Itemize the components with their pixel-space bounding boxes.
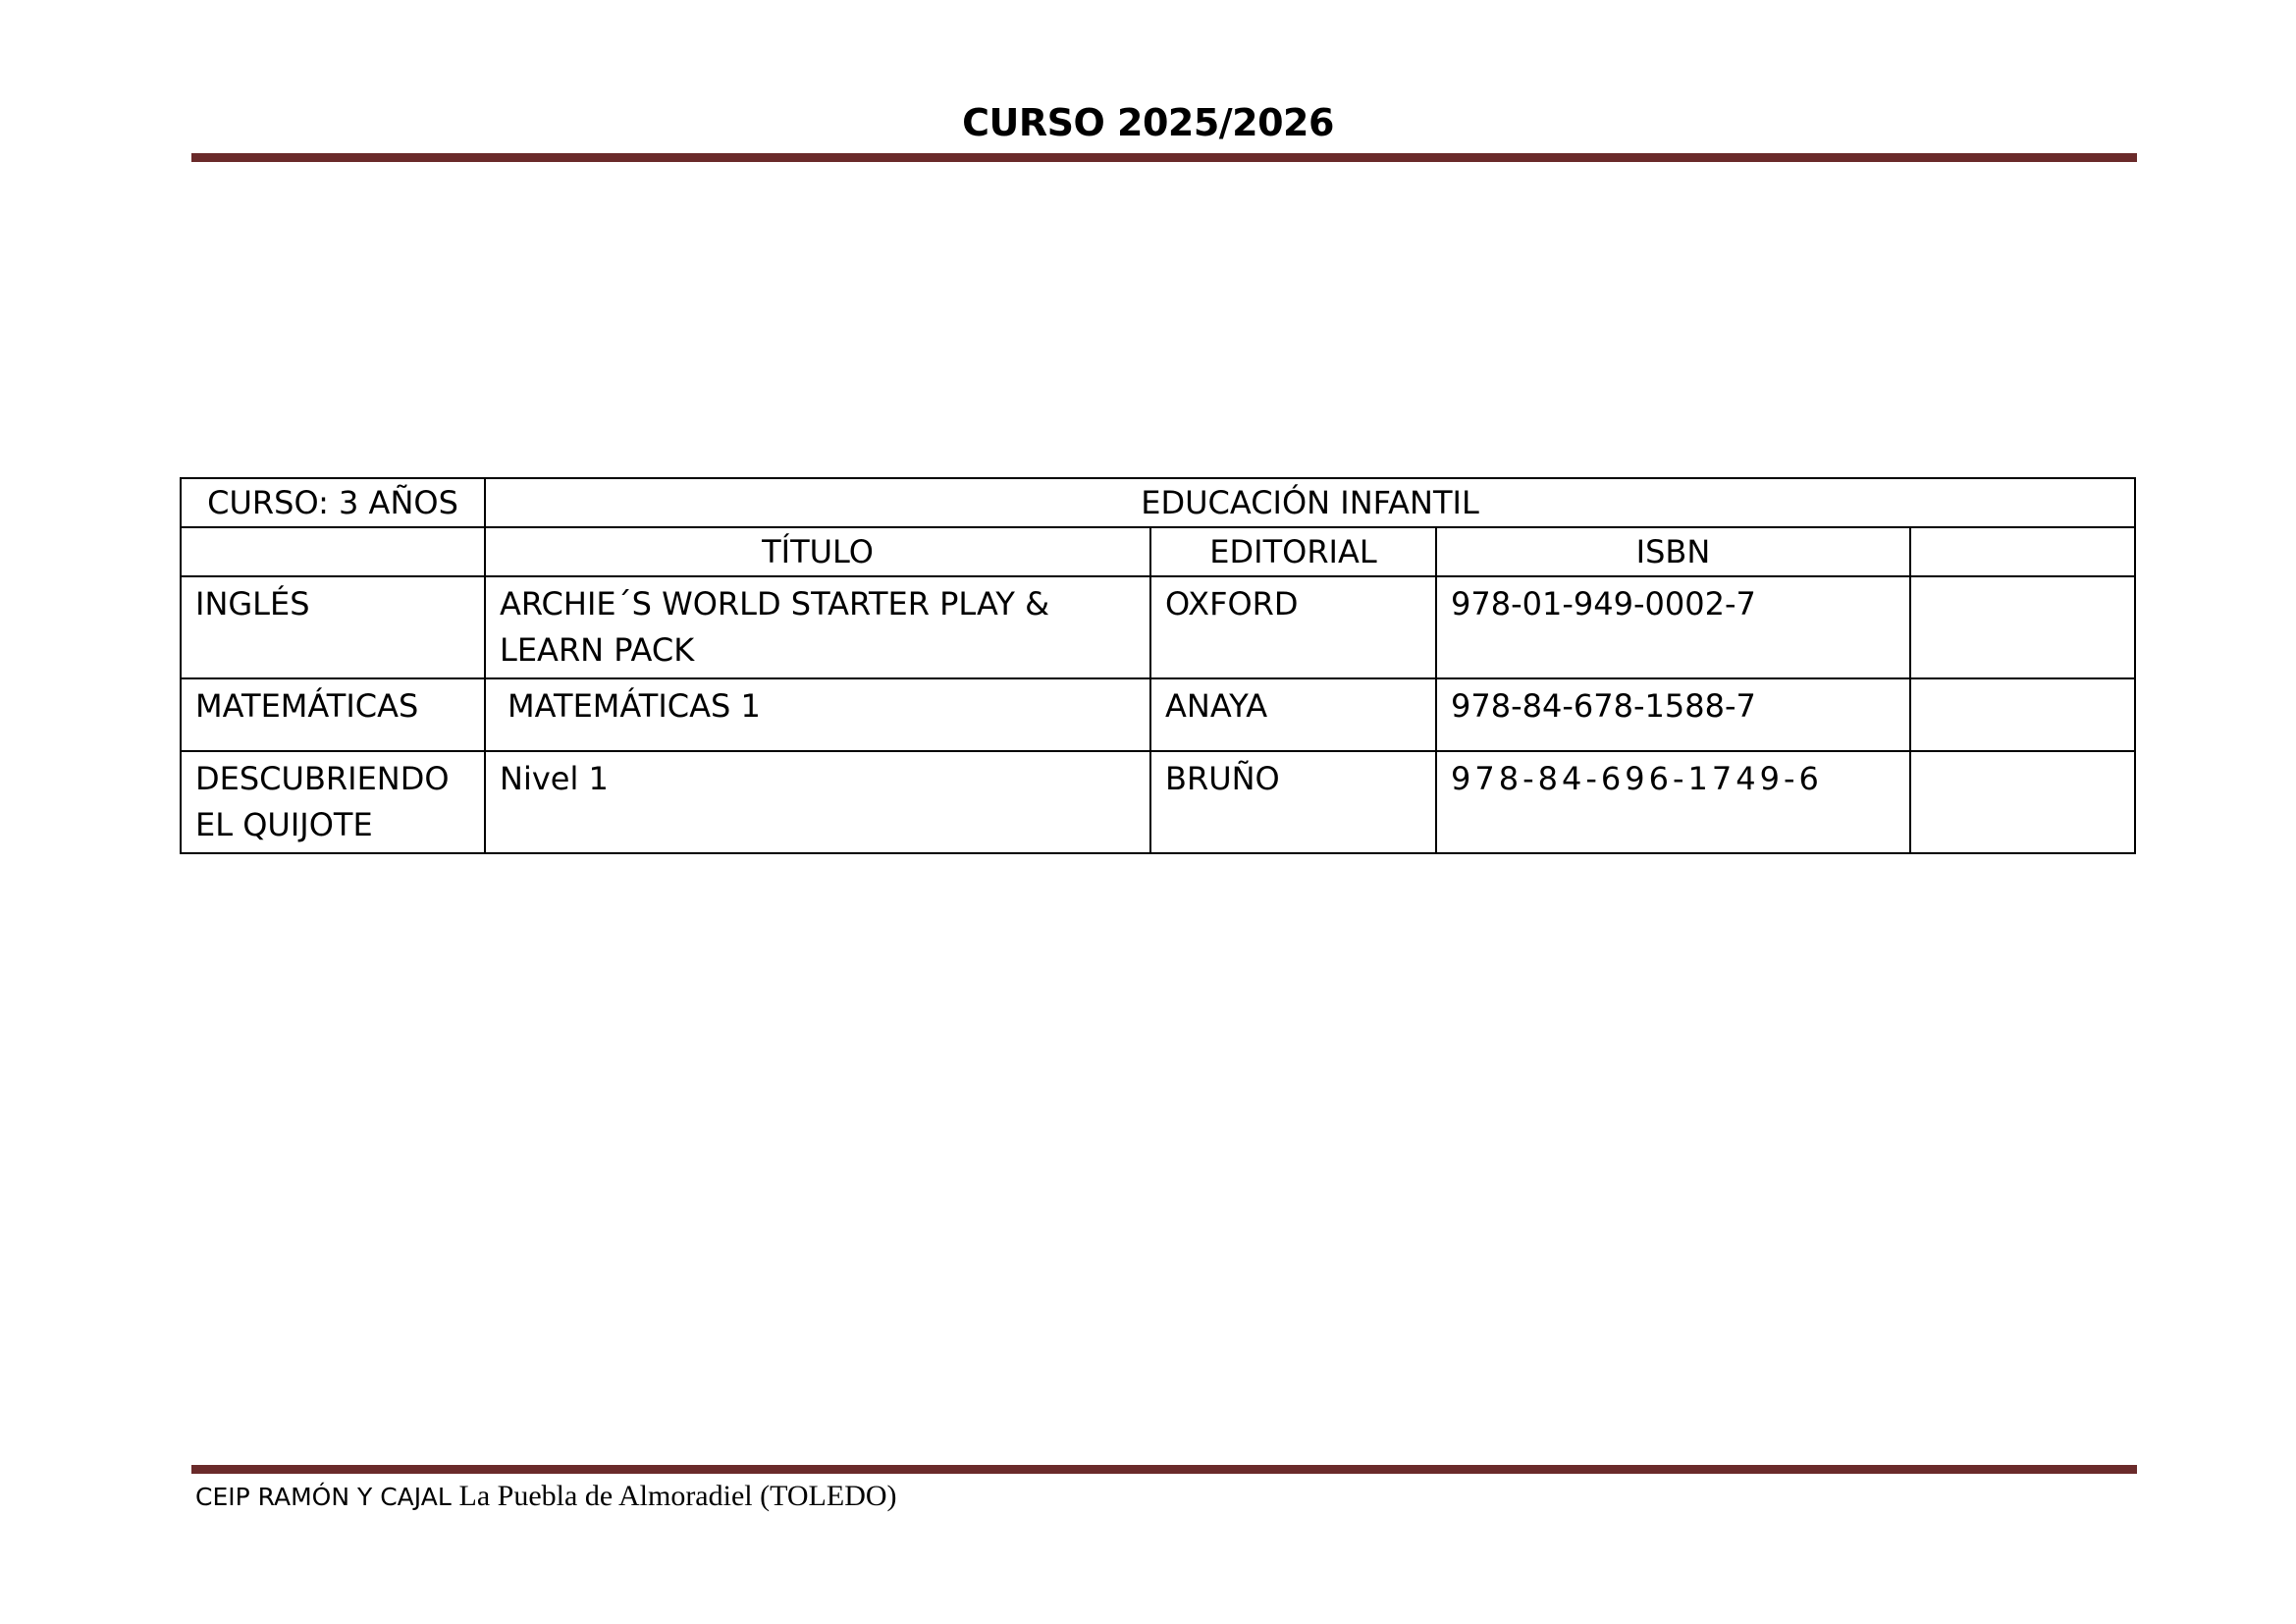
footer-divider <box>191 1465 2137 1474</box>
publisher-cell: OXFORD <box>1150 576 1436 678</box>
school-name: CEIP RAMÓN Y CAJAL <box>195 1483 452 1511</box>
publisher-cell: ANAYA <box>1150 678 1436 751</box>
subject-cell: INGLÉS <box>181 576 485 678</box>
isbn-cell: 978-84-696-1749-6 <box>1436 751 1910 853</box>
table-row <box>181 576 2135 678</box>
school-location: La Puebla de Almoradiel (TOLEDO) <box>458 1480 897 1512</box>
column-header-title: TÍTULO <box>485 527 1150 576</box>
title-cell: ARCHIE´S WORLD STARTER PLAY & LEARN PACK <box>485 576 1150 678</box>
table-row <box>181 751 2135 853</box>
column-header-isbn: ISBN <box>1436 527 1910 576</box>
column-header-extra <box>1910 527 2135 576</box>
column-header-row <box>181 527 2135 576</box>
extra-cell <box>1910 678 2135 751</box>
textbook-table <box>180 477 2136 854</box>
column-header-subject <box>181 527 485 576</box>
title-cell: Nivel 1 <box>485 751 1150 853</box>
footer <box>195 1479 897 1515</box>
subject-cell: DESCUBRIENDO EL QUIJOTE <box>181 751 485 853</box>
subject-cell: MATEMÁTICAS <box>181 678 485 751</box>
table-header-row <box>181 478 2135 527</box>
column-header-publisher: EDITORIAL <box>1150 527 1436 576</box>
course-label: CURSO: 3 AÑOS <box>181 478 485 527</box>
stage-label: EDUCACIÓN INFANTIL <box>485 478 2135 527</box>
page-title: CURSO 2025/2026 <box>962 101 1334 144</box>
header-divider <box>191 153 2137 162</box>
isbn-cell: 978-84-678-1588-7 <box>1436 678 1910 751</box>
extra-cell <box>1910 751 2135 853</box>
isbn-cell: 978-01-949-0002-7 <box>1436 576 1910 678</box>
table-row <box>181 678 2135 751</box>
extra-cell <box>1910 576 2135 678</box>
title-cell: MATEMÁTICAS 1 <box>485 678 1150 751</box>
publisher-cell: BRUÑO <box>1150 751 1436 853</box>
